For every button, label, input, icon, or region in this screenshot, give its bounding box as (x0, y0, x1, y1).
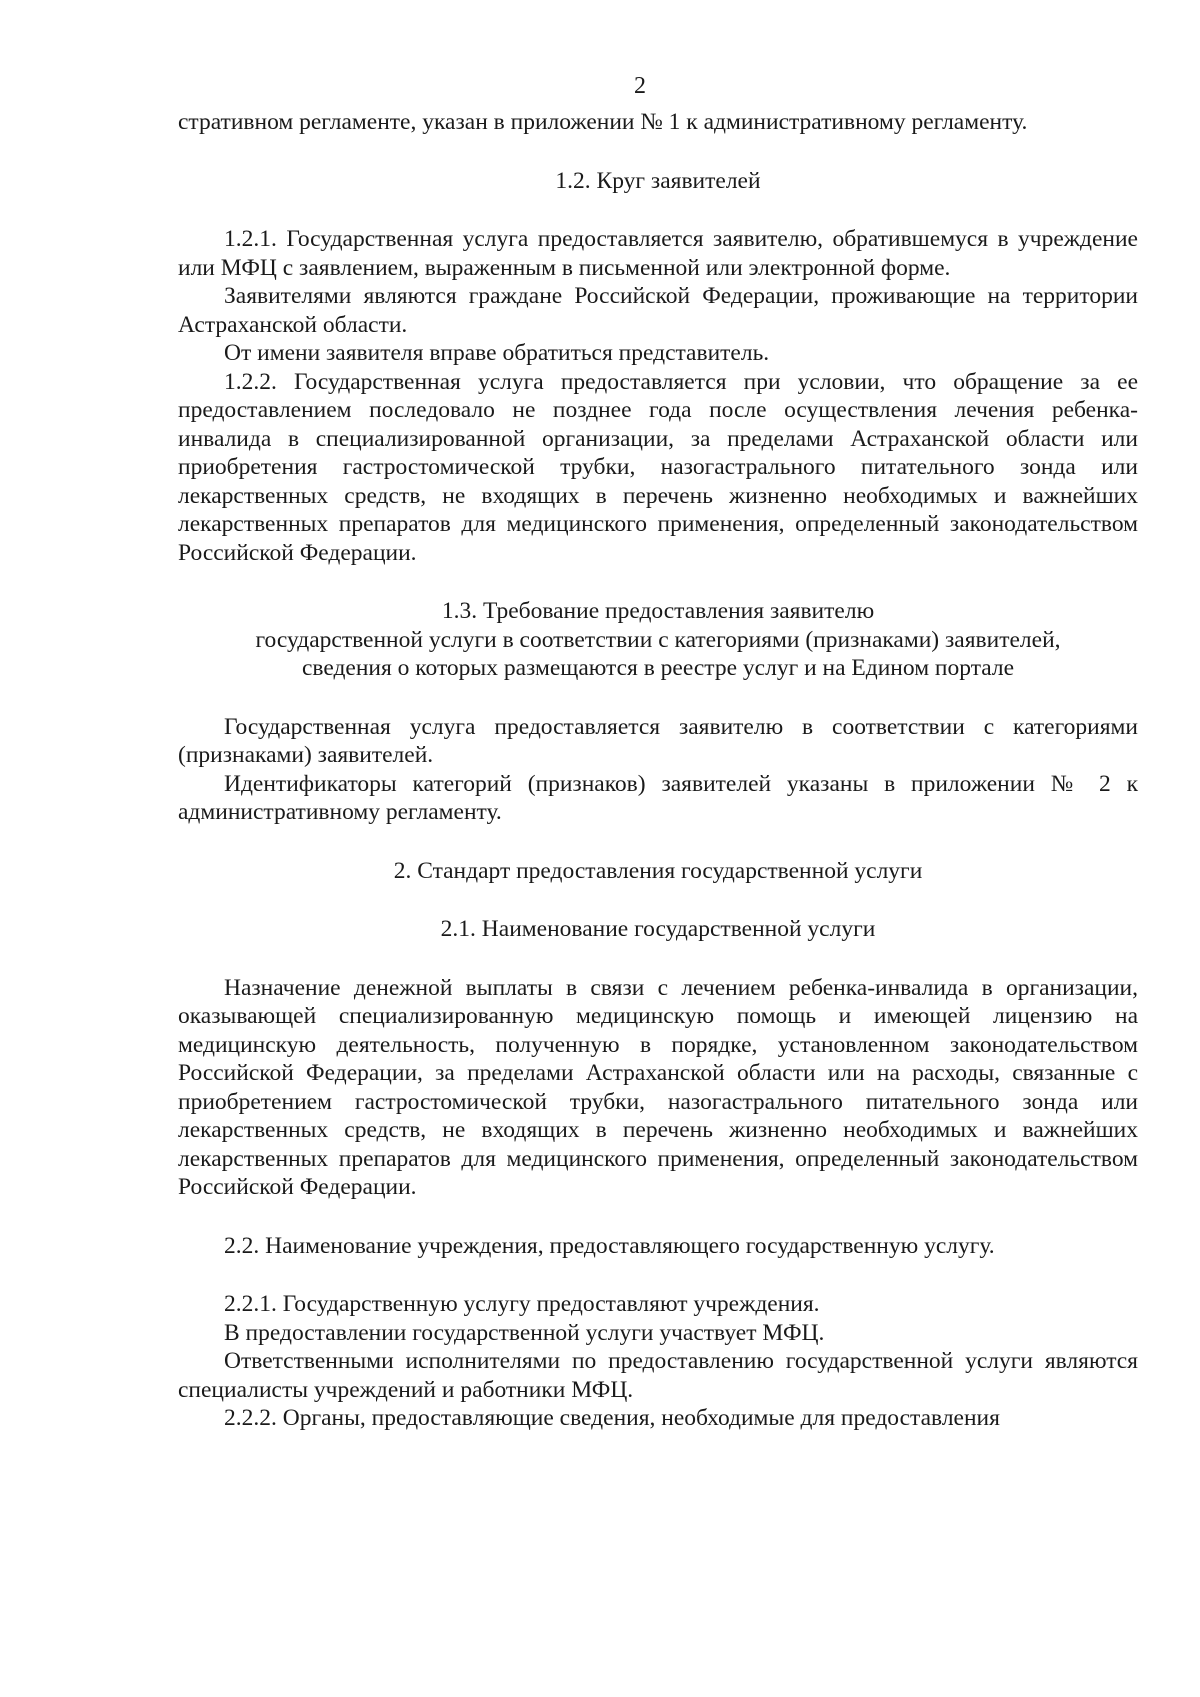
paragraph: Заявителями являются граждане Российской Федерации, проживающие на территории Астраханской области. (178, 283, 1138, 338)
document-body (178, 108, 1138, 1433)
paragraph-spacer (178, 683, 1138, 713)
paragraph-spacer (178, 827, 1138, 857)
paragraph-spacer (178, 885, 1138, 915)
paragraph: Идентификаторы категорий (признаков) заявителей указаны в приложении № 2 к административному регламенту. (178, 770, 1138, 825)
paragraph: 2.2.2. Органы, предоставляющие сведения, необходимые для предоставления (224, 1405, 1000, 1431)
paragraph: Государственная услуга предоставляется заявителю в соответствии с категориями (признаками) заявителей. (178, 713, 1138, 768)
paragraph: Назначение денежной выплаты в связи с лечением ребенка-инвалида в организации, оказывающей специализированную медицинскую помощь и имеющей лицензию на медицинскую деятельность, полученную в порядке, установленном законодательством Российской Федерации, за пределами Астраханской области или на расходы, связанные с приобретением гастростомической трубки, назогастрального питательного зонда или лекарственных средств, не входящих в перечень жизненно необходимых и важнейших лекарственных препаратов для медицинского применения, определенный законодательством Российской Федерации. (178, 974, 1138, 1200)
paragraph-spacer (178, 195, 1138, 225)
paragraph: 1.2.1. Государственная услуга предоставляется заявителю, обратившемуся в учреждение или МФЦ с заявлением, выраженным в письменной или электронной форме. (178, 226, 1138, 281)
paragraph: стративном регламенте, указан в приложении № 1 к административному регламенту. (178, 109, 1028, 135)
section-heading: государственной услуги в соответствии с категориями (признаками) заявителей, (255, 626, 1061, 653)
page-number: 2 (634, 73, 646, 99)
section-heading: сведения о которых размещаются в реестре услуг и на Едином портале (301, 655, 1015, 681)
paragraph-spacer (178, 944, 1138, 974)
paragraph: 1.2.2. Государственная услуга предоставляется при условии, что обращение за ее предоставлением последовало не позднее года после осуществления лечения ребенка-инвалида в специализированной организации, за пределами Астраханской области или приобретения гастростомической трубки, назогастрального питательного зонда или лекарственных средств, не входящих в перечень жизненно необходимых и важнейших лекарственных препаратов для медицинского применения, определенный законодательством Российской Федерации. (178, 368, 1138, 566)
section-heading: 2.1. Наименование государственной услуги (440, 916, 876, 942)
section-heading: 1.3. Требование предоставления заявителю (441, 598, 875, 624)
paragraph: 2.2. Наименование учреждения, предоставляющего государственную услугу. (224, 1232, 995, 1259)
paragraph-spacer (178, 1260, 1138, 1290)
paragraph-spacer (178, 567, 1138, 597)
section-heading: 2. Стандарт предоставления государственной услуги (393, 857, 923, 884)
section-heading: 1.2. Круг заявителей (555, 167, 761, 194)
paragraph: Ответственными исполнителями по предоставлению государственной услуги являются специалисты учреждений и работники МФЦ. (178, 1348, 1138, 1403)
paragraph: В предоставлении государственной услуги участвует МФЦ. (224, 1319, 825, 1346)
paragraph: От имени заявителя вправе обратиться представитель. (224, 340, 770, 366)
paragraph: 2.2.1. Государственную услугу предоставляют учреждения. (224, 1291, 820, 1317)
paragraph-spacer (178, 1202, 1138, 1232)
paragraph-spacer (178, 137, 1138, 167)
